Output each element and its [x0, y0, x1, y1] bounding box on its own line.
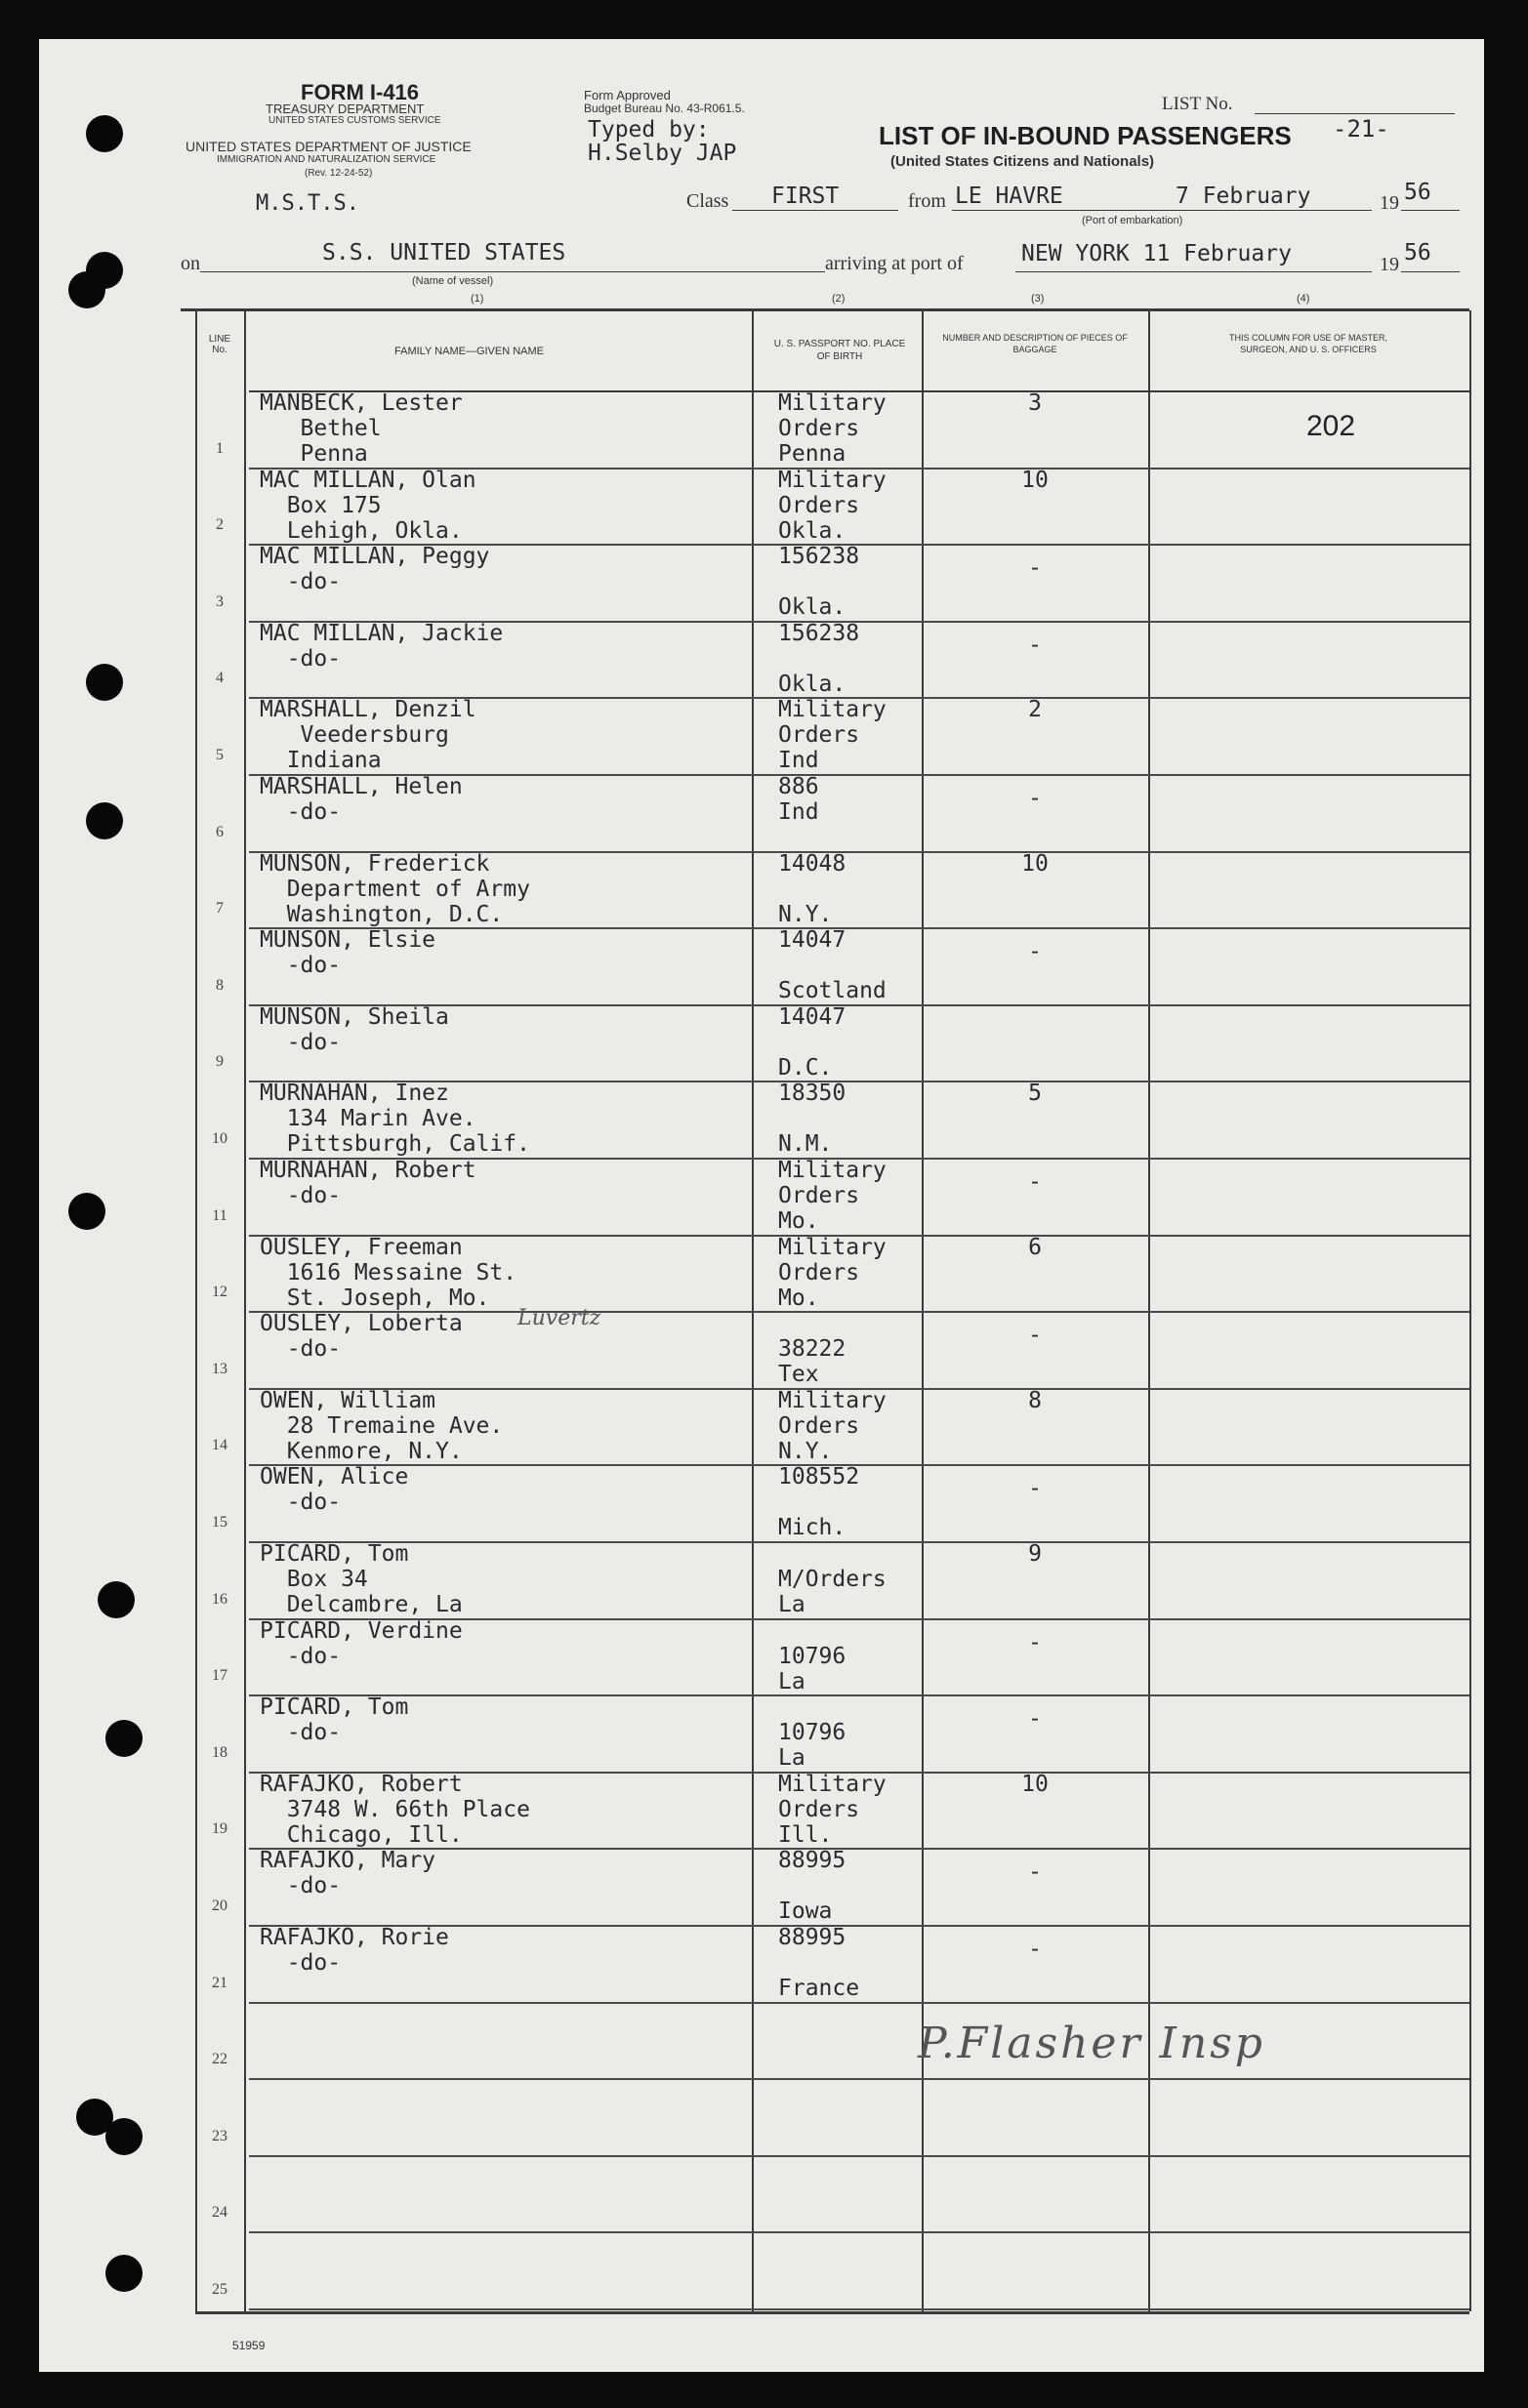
passport-birthplace [778, 1772, 887, 1848]
baggage-count: - [1028, 1169, 1042, 1195]
passport-line: Military [778, 467, 887, 493]
passport-birthplace [778, 697, 887, 773]
line-number: 2 [216, 516, 224, 534]
passport-birthplace [778, 774, 819, 825]
arrival-info: NEW YORK 11 February [1021, 241, 1292, 266]
name-line: OWEN, Alice [260, 1464, 409, 1490]
passport-line: Military [778, 1234, 887, 1260]
passenger-name [260, 621, 503, 672]
baggage-count: - [1028, 939, 1042, 965]
passenger-name [260, 697, 476, 773]
name-line: PICARD, Tom [260, 1541, 409, 1567]
passport-line: Okla. [778, 517, 847, 544]
passport-line: Military [778, 1158, 887, 1183]
column-1-number: (1) [471, 293, 484, 305]
baggage-count: - [1028, 1706, 1042, 1733]
name-line: St. Joseph, Mo. [260, 1285, 490, 1311]
baggage-count: 5 [1028, 1081, 1042, 1107]
passport-birthplace [778, 1848, 846, 1924]
passport-line: Ind [778, 799, 819, 825]
baggage-count: - [1028, 1323, 1042, 1349]
arrival-year-prefix: 19 [1380, 254, 1399, 275]
from-label: from [908, 190, 946, 212]
line-column-divider [244, 310, 246, 2311]
passport-line: La [778, 1668, 805, 1694]
name-line: Kenmore, N.Y. [260, 1438, 463, 1464]
passport-line: La [778, 1592, 805, 1617]
passport-line: Tex [778, 1362, 819, 1388]
from-rule [952, 210, 1372, 211]
year-suffix: 56 [1404, 180, 1431, 205]
ins-service: IMMIGRATION AND NATURALIZATION SERVICE [217, 154, 436, 165]
name-line: Veedersburg [260, 722, 449, 749]
name-line: -do- [260, 645, 342, 672]
binder-hole [105, 2118, 143, 2155]
name-line: Lehigh, Okla. [260, 517, 463, 544]
passport-birthplace [778, 1004, 846, 1081]
name-line: -do- [260, 953, 342, 979]
baggage-count: - [1028, 555, 1042, 582]
passport-line: Mo. [778, 1208, 819, 1234]
footer-code: 51959 [232, 2339, 266, 2352]
line-number: 7 [216, 900, 224, 918]
passenger-name [260, 1004, 449, 1055]
passport-line: 14047 [778, 1003, 847, 1030]
passenger-name [260, 1158, 476, 1208]
passport-line [778, 1106, 846, 1131]
line-number: 18 [212, 1743, 227, 1761]
name-line: MAC MILLAN, Peggy [260, 544, 490, 570]
passport-line: 886 [778, 774, 819, 799]
passenger-name [260, 1694, 408, 1745]
header-passport: U. S. PASSPORT NO. PLACE OF BIRTH [773, 339, 906, 362]
binder-hole [86, 664, 123, 701]
passenger-name [260, 927, 435, 978]
name-line: RAFAJKO, Rorie [260, 1925, 449, 1950]
name-line: OUSLEY, Freeman [260, 1234, 463, 1260]
passport-line: 14048 [778, 850, 847, 877]
arriving-label: arriving at port of [825, 253, 964, 274]
passenger-name [260, 774, 463, 825]
header-family-name: FAMILY NAME—GIVEN NAME [394, 346, 545, 357]
passport-line: 156238 [778, 620, 860, 646]
passport-line: Mo. [778, 1285, 819, 1311]
passport-line: N.Y. [778, 901, 833, 927]
line-number: 4 [216, 670, 224, 687]
passenger-name [260, 468, 476, 544]
passport-birthplace [778, 390, 887, 467]
passport-line: Orders [778, 1412, 860, 1439]
header-line-number: LINE No. [208, 334, 231, 355]
line-number: 8 [216, 976, 224, 994]
name-line: MUNSON, Frederick [260, 850, 490, 877]
justice-department: UNITED STATES DEPARTMENT OF JUSTICE [186, 139, 472, 154]
class-label: Class [686, 190, 729, 212]
name-line: Pittsburgh, Calif. [260, 1131, 530, 1158]
line-number: 24 [212, 2204, 227, 2222]
baggage-count: 10 [1021, 467, 1049, 493]
name-line: Box 34 [260, 1567, 368, 1592]
baggage-count: 6 [1028, 1234, 1042, 1260]
passenger-name [260, 1772, 530, 1848]
passport-line: Orders [778, 722, 860, 749]
line-number: 16 [212, 1590, 227, 1608]
line-number: 23 [212, 2127, 227, 2144]
line-number: 6 [216, 823, 224, 840]
binder-hole [86, 802, 123, 839]
revision: (Rev. 12-24-52) [305, 168, 373, 179]
name-line: MAC MILLAN, Jackie [260, 620, 504, 646]
port-embarkation-label: (Port of embarkation) [1082, 215, 1183, 226]
passport-line: 14047 [778, 927, 847, 954]
passport-line [778, 1694, 846, 1720]
vessel-name: S.S. UNITED STATES [322, 240, 566, 265]
baggage-count: - [1028, 1629, 1042, 1655]
passport-birthplace [778, 927, 887, 1003]
passport-line: 88995 [778, 1925, 847, 1950]
name-line: MURNAHAN, Inez [260, 1081, 449, 1107]
name-line: MURNAHAN, Robert [260, 1158, 476, 1183]
name-line: OUSLEY, Loberta [260, 1311, 463, 1337]
name-line: Delcambre, La [260, 1592, 463, 1617]
passenger-name [260, 1388, 503, 1464]
table-bottom-rule [195, 2311, 1469, 2314]
inspector-signature: P.Flasher Insp [918, 2019, 1265, 2068]
row-rule [249, 2308, 1469, 2310]
passport-birthplace [778, 1541, 887, 1617]
line-number: 17 [212, 1667, 227, 1685]
class-rule [732, 210, 898, 211]
binder-hole [68, 271, 105, 308]
binder-hole [86, 115, 123, 152]
vessel-name-label: (Name of vessel) [412, 275, 494, 287]
passenger-name [260, 390, 463, 467]
passport-line: Scotland [778, 978, 887, 1004]
customs-service: UNITED STATES CUSTOMS SERVICE [268, 115, 441, 126]
passport-line: Military [778, 390, 887, 416]
typist: H.Selby JAP [588, 141, 737, 166]
passport-line: Ind [778, 748, 819, 774]
column-3-number: (3) [1031, 293, 1045, 305]
name-line: -do- [260, 1183, 342, 1208]
name-line: PICARD, Verdine [260, 1617, 463, 1644]
baggage-count: 9 [1028, 1541, 1042, 1567]
budget-bureau: Budget Bureau No. 43-R061.5. [584, 102, 745, 115]
line-number: 5 [216, 747, 224, 763]
passport-line: 38222 [778, 1336, 847, 1363]
name-line: MANBECK, Lester [260, 390, 463, 416]
baggage-count: 10 [1021, 1771, 1049, 1797]
name-line: MUNSON, Elsie [260, 927, 436, 954]
name-line: -do- [260, 799, 342, 825]
binder-hole [68, 1193, 105, 1230]
baggage-count: - [1028, 1859, 1042, 1886]
embark-port: LE HAVRE [955, 184, 1063, 209]
table-right-border [1469, 310, 1471, 2311]
passport-birthplace [778, 1694, 846, 1771]
baggage-count: 8 [1028, 1387, 1042, 1413]
table-left-border [195, 310, 197, 2311]
line-number: 25 [212, 2281, 227, 2298]
name-line: Chicago, Ill. [260, 1821, 463, 1848]
line-number: 11 [212, 1206, 227, 1224]
year-rule [1401, 210, 1460, 211]
passport-line: Okla. [778, 594, 847, 621]
line-number: 19 [212, 1820, 227, 1838]
passport-birthplace [778, 1081, 846, 1157]
passport-birthplace [778, 468, 887, 544]
arrival-rule [1015, 271, 1372, 272]
passport-birthplace [778, 851, 846, 927]
row-rule [249, 2231, 1469, 2233]
line-number: 1 [216, 439, 224, 457]
passport-line: La [778, 1745, 805, 1772]
line-number: 22 [212, 2051, 227, 2068]
passport-birthplace [778, 1158, 887, 1234]
passport-line: 108552 [778, 1464, 860, 1490]
on-label: on [181, 253, 200, 274]
row-rule [249, 1694, 1469, 1696]
baggage-count: 2 [1028, 697, 1042, 723]
passport-line: N.M. [778, 1131, 833, 1158]
column-4-number: (4) [1297, 293, 1310, 305]
row-rule [249, 2155, 1469, 2157]
name-line: MARSHALL, Denzil [260, 697, 476, 723]
header-baggage: NUMBER AND DESCRIPTION OF PIECES OF BAGGAGE [942, 333, 1128, 354]
passport-line: Orders [778, 1183, 860, 1208]
line-number: 13 [212, 1360, 227, 1377]
passenger-name [260, 1618, 463, 1669]
binder-hole [105, 1720, 143, 1757]
passport-line: Orders [778, 416, 860, 441]
name-line: RAFAJKO, Mary [260, 1848, 436, 1874]
name-line: -do- [260, 1029, 342, 1055]
manifest-subtitle: (United States Citizens and Nationals) [890, 153, 1155, 170]
passport-line [778, 1311, 846, 1336]
name-line: RAFAJKO, Robert [260, 1771, 463, 1797]
passport-line: M/Orders [778, 1567, 887, 1592]
treasury-department: TREASURY DEPARTMENT [266, 102, 425, 116]
passport-birthplace [778, 1388, 887, 1464]
form-number: FORM I-416 [301, 80, 420, 104]
passport-line: Penna [778, 441, 847, 467]
passport-line: Iowa [778, 1898, 833, 1925]
manifest-page [39, 39, 1484, 2372]
year-prefix: 19 [1380, 192, 1399, 214]
line-number: 15 [212, 1514, 227, 1531]
passport-line: N.Y. [778, 1438, 833, 1464]
row-rule [249, 2078, 1469, 2080]
passenger-name [260, 1464, 408, 1515]
passport-line [778, 1618, 846, 1644]
passenger-name [260, 1848, 435, 1898]
passport-line: France [778, 1976, 860, 2001]
officer-note: 202 [1306, 410, 1356, 442]
name-line: -do- [260, 1490, 342, 1516]
name-line: Department of Army [260, 876, 530, 902]
baggage-count: - [1028, 786, 1042, 811]
baggage-count: 10 [1021, 850, 1049, 877]
passport-birthplace [778, 1464, 859, 1540]
passport-birthplace [778, 1618, 846, 1694]
column-2-number: (2) [832, 293, 846, 305]
passport-line: 10796 [778, 1720, 847, 1746]
line-number: 14 [212, 1437, 227, 1454]
passport-line [778, 1541, 887, 1567]
passport-line [778, 1030, 846, 1055]
passenger-name [260, 544, 489, 594]
name-line: -do- [260, 1643, 342, 1669]
line-number: 21 [212, 1974, 227, 1991]
binder-hole [105, 2255, 143, 2292]
passenger-name [260, 1081, 530, 1157]
passenger-name [260, 1925, 449, 1976]
passport-line: D.C. [778, 1054, 833, 1081]
form-approved: Form Approved [584, 88, 671, 102]
line-number: 10 [212, 1130, 227, 1147]
list-no-label: LIST No. [1162, 94, 1233, 114]
name-line: Bethel [260, 416, 382, 441]
passport-birthplace [778, 1311, 846, 1387]
passport-line: Ill. [778, 1821, 833, 1848]
passport-line [778, 1950, 859, 1976]
passport-birthplace [778, 544, 859, 620]
name-line: Indiana [260, 748, 382, 774]
class-value: FIRST [771, 184, 840, 209]
name-line: -do- [260, 1873, 342, 1899]
passenger-name [260, 851, 530, 927]
arrival-year-suffix: 56 [1404, 240, 1431, 265]
passport-line: Okla. [778, 671, 847, 697]
name-line: -do- [260, 1720, 342, 1746]
passport-line: 18350 [778, 1081, 847, 1107]
passport-line [778, 569, 859, 594]
msts: M.S.T.S. [256, 191, 359, 216]
name-line: 28 Tremaine Ave. [260, 1412, 504, 1439]
name-line: OWEN, William [260, 1387, 436, 1413]
passenger-name [260, 1311, 463, 1362]
passport-line: 88995 [778, 1848, 847, 1874]
passport-line: Orders [778, 1796, 860, 1822]
passport-birthplace [778, 1235, 887, 1311]
passport-line: 156238 [778, 544, 860, 570]
name-line: -do- [260, 569, 342, 595]
manifest-title: LIST OF IN-BOUND PASSENGERS [879, 121, 1292, 150]
passenger-name [260, 1235, 516, 1311]
passport-line: Orders [778, 1259, 860, 1286]
passport-line [778, 646, 859, 672]
passport-line [778, 1490, 859, 1515]
line-number: 12 [212, 1284, 227, 1301]
passport-line [778, 1873, 846, 1898]
passport-line: Military [778, 1387, 887, 1413]
passport-birthplace [778, 621, 859, 697]
name-line: Penna [260, 441, 368, 467]
arrival-year-rule [1401, 271, 1460, 272]
name-line: -do- [260, 1336, 342, 1363]
baggage-count: - [1028, 1937, 1042, 1962]
name-line: 134 Marin Ave. [260, 1106, 476, 1132]
passport-line: Military [778, 1771, 887, 1797]
baggage-count: - [1028, 1476, 1042, 1502]
name-line: MUNSON, Sheila [260, 1003, 449, 1030]
name-line: -do- [260, 1950, 342, 1976]
row-rule [249, 2002, 1469, 2004]
passenger-name [260, 1541, 463, 1617]
passport-line: Orders [778, 492, 860, 518]
passport-line: 10796 [778, 1643, 847, 1669]
name-line: Box 175 [260, 492, 382, 518]
passport-line: Military [778, 697, 887, 723]
handwritten-correction: Luvertz [517, 1306, 601, 1330]
passport-line [778, 953, 887, 978]
header-officers: THIS COLUMN FOR USE OF MASTER, SURGEON, AND U. S. OFFICERS [1228, 333, 1387, 354]
name-line: MAC MILLAN, Olan [260, 467, 476, 493]
passport-line [778, 877, 846, 902]
name-line: PICARD, Tom [260, 1694, 409, 1721]
list-number: -21- [1333, 115, 1389, 143]
table-top-rule [181, 308, 1469, 311]
name-line: 1616 Messaine St. [260, 1259, 517, 1286]
vessel-rule [200, 271, 825, 272]
name-line: Washington, D.C. [260, 901, 504, 927]
binder-hole [98, 1581, 135, 1618]
passport-line: Mich. [778, 1515, 847, 1541]
baggage-count: - [1028, 632, 1042, 658]
typed-by: Typed by: [588, 117, 710, 143]
name-line: MARSHALL, Helen [260, 774, 463, 799]
line-number: 9 [216, 1053, 224, 1071]
list-no-rule [1255, 113, 1455, 114]
passport-birthplace [778, 1925, 859, 2001]
name-line: 3748 W. 66th Place [260, 1796, 530, 1822]
line-number: 3 [216, 592, 224, 610]
line-number: 20 [212, 1898, 227, 1914]
baggage-count: 3 [1028, 390, 1042, 416]
depart-date: 7 February [1176, 184, 1311, 209]
